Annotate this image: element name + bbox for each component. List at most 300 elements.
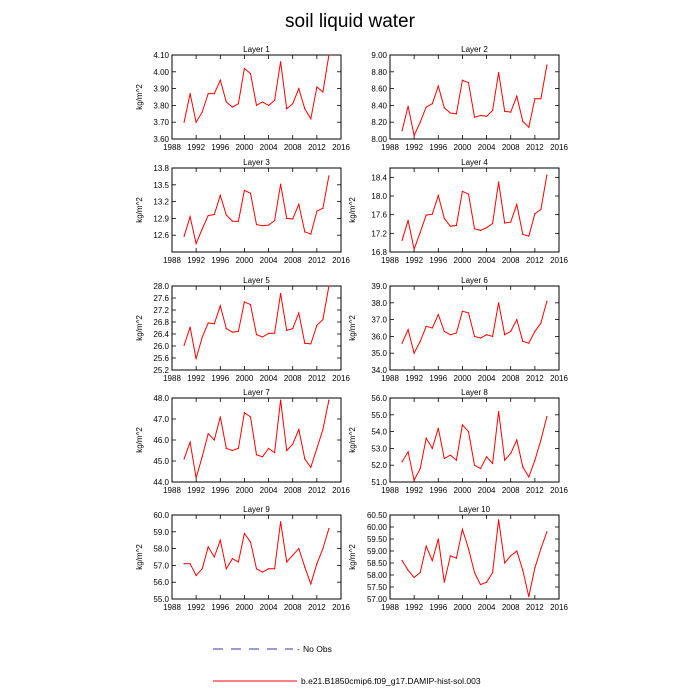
layer-7-data-point: [208, 433, 209, 434]
layer-3-data-point: [244, 190, 245, 191]
layer-2-data-point: [546, 64, 547, 65]
layer-8-ytick-label: 56.0: [371, 394, 387, 403]
layer-5-xtick-label: 2016: [332, 374, 350, 383]
layer-1-frame: [172, 55, 341, 139]
layer-6-series-line: [402, 301, 547, 353]
layer-7-ytick-label: 48.0: [153, 394, 169, 403]
layer-7-data-point: [226, 448, 227, 449]
layer-4-xtick-label: 2016: [550, 256, 568, 265]
layer-1-ytick-label: 3.60: [153, 135, 169, 144]
layer-10-data-point: [516, 550, 517, 551]
layer-10-xtick-label: 2012: [525, 603, 544, 612]
layer-4-data-point: [498, 181, 499, 182]
layer-10-data-point: [534, 567, 535, 568]
layer-5-ytick-label: 25.2: [153, 366, 169, 375]
layer-1-data-point: [196, 122, 197, 123]
legend-obs-dash: -: [297, 644, 300, 654]
layer-6-xtick-label: 2004: [477, 374, 496, 383]
layer-5-data-point: [268, 333, 269, 334]
layer-4-data-point: [528, 236, 529, 237]
layer-2-data-point: [504, 111, 505, 112]
layer-4-data-point: [510, 222, 511, 223]
layer-8-data-point: [480, 468, 481, 469]
layer-1-ytick-label: 4.00: [153, 67, 169, 77]
layer-5-ytick-label: 27.2: [153, 306, 169, 315]
layer-7-data-point: [292, 444, 293, 445]
layer-7-data-point: [298, 429, 299, 430]
layer-9-data-point: [190, 563, 191, 564]
layer-3-data-point: [238, 221, 239, 222]
layer-5-xtick-label: 2000: [235, 374, 254, 383]
layer-5-data-point: [202, 337, 203, 338]
layer-8-data-point: [438, 428, 439, 429]
layer-3-ytick-label: 13.8: [153, 164, 169, 173]
layer-10-ylabel: kg/m^2: [348, 544, 357, 570]
layer-1-data-point: [190, 93, 191, 94]
layer-3-data-point: [292, 218, 293, 219]
layer-3-panel: [135, 158, 350, 265]
layer-1-data-point: [322, 91, 323, 92]
layer-2-ytick-label: 8.60: [371, 84, 387, 94]
layer-2-data-point: [408, 106, 409, 107]
layer-5-data-point: [214, 323, 215, 324]
layer-9-ytick-label: 59.0: [153, 527, 169, 537]
layer-7-data-point: [202, 456, 203, 457]
layer-8-xtick-label: 2016: [550, 486, 568, 495]
layer-2-data-point: [510, 112, 511, 113]
layer-3-data-point: [286, 218, 287, 219]
layer-1-panel: [135, 45, 350, 152]
layer-4-ytick-label: 18.0: [371, 192, 387, 201]
layer-4-xtick-label: 2008: [501, 256, 520, 265]
layer-5-xtick-label: 2008: [283, 374, 302, 383]
layer-8-data-point: [456, 460, 457, 461]
layer-10-title: Layer 10: [458, 505, 491, 514]
layer-3-data-point: [310, 233, 311, 234]
layer-1-data-point: [183, 122, 184, 123]
layer-9-ytick-label: 60.0: [153, 511, 169, 520]
layer-2-xtick-label: 2012: [525, 143, 544, 152]
layer-4-ytick-label: 16.8: [371, 248, 387, 257]
layer-9-series-line: [184, 522, 329, 584]
layer-5-series-line: [184, 286, 329, 359]
layer-5-data-point: [304, 343, 305, 344]
layer-7-data-point: [262, 456, 263, 457]
layer-10-data-point: [401, 560, 402, 561]
layer-1-ytick-label: 3.70: [153, 118, 169, 128]
layer-1-title: Layer 1: [243, 45, 270, 54]
layer-8-title: Layer 8: [461, 388, 488, 397]
layer-6-xtick-label: 1992: [405, 374, 424, 383]
layer-1-data-point: [208, 93, 209, 94]
layer-3-data-point: [304, 231, 305, 232]
layer-6-data-point: [414, 353, 415, 354]
layer-3-data-point: [274, 220, 275, 221]
layer-2-data-point: [540, 98, 541, 99]
layer-1-data-point: [286, 108, 287, 109]
layer-7-data-point: [220, 416, 221, 417]
layer-9-ytick-label: 56.0: [153, 578, 169, 588]
layer-6-data-point: [444, 331, 445, 332]
layer-7-xtick-label: 2012: [307, 486, 326, 495]
layer-9-xtick-label: 1996: [211, 603, 230, 612]
layer-4-ylabel: kg/m^2: [348, 197, 357, 223]
layer-6-xtick-label: 2012: [525, 374, 544, 383]
layer-8-data-point: [546, 416, 547, 417]
layer-1-xtick-label: 2000: [235, 143, 254, 152]
layer-5-ytick-label: 28.0: [153, 282, 169, 291]
layer-2-data-point: [414, 135, 415, 136]
layer-2-data-point: [480, 115, 481, 116]
layer-10-xtick-label: 1988: [381, 603, 399, 612]
layer-10-xtick-label: 2016: [550, 603, 568, 612]
layer-10-ytick-label: 57.50: [366, 583, 387, 592]
layer-4-data-point: [516, 204, 517, 205]
layer-7-title: Layer 7: [243, 388, 270, 397]
layer-8-data-point: [414, 480, 415, 481]
layer-4-data-point: [408, 220, 409, 221]
layer-10-data-point: [438, 538, 439, 539]
layer-3-data-point: [226, 214, 227, 215]
layer-10-data-point: [408, 570, 409, 571]
layer-5-xtick-label: 1988: [163, 374, 181, 383]
layer-8-data-point: [498, 411, 499, 412]
layer-6-data-point: [401, 343, 402, 344]
layer-5-data-point: [262, 336, 263, 337]
layer-3-xtick-label: 2016: [332, 256, 350, 265]
layer-6-data-point: [420, 341, 421, 342]
legend-model-label: b.e21.B1850cmip6.f09_g17.DAMIP-hist-sol.003: [301, 676, 481, 686]
layer-4-data-point: [468, 194, 469, 195]
layer-6-xtick-label: 2008: [501, 374, 520, 383]
layer-10-xtick-label: 1996: [429, 603, 448, 612]
layer-7-data-point: [328, 400, 329, 401]
layer-3-xtick-label: 2012: [307, 256, 326, 265]
layer-8-data-point: [401, 461, 402, 462]
layer-1-data-point: [238, 103, 239, 104]
layer-7-xtick-label: 1992: [187, 486, 206, 495]
layer-1-ytick-label: 3.80: [153, 101, 169, 111]
layer-4-data-point: [426, 215, 427, 216]
layer-7-data-point: [322, 429, 323, 430]
layer-6-data-point: [492, 336, 493, 337]
layer-4-xtick-label: 2000: [453, 256, 472, 265]
layer-4-data-point: [522, 234, 523, 235]
layer-5-data-point: [328, 285, 329, 286]
layer-4-data-point: [420, 232, 421, 233]
layer-5-data-point: [232, 332, 233, 333]
layer-9-xtick-label: 2000: [235, 603, 254, 612]
layer-3-data-point: [190, 216, 191, 217]
layer-7-ylabel: kg/m^2: [135, 427, 144, 453]
layer-4-data-point: [438, 195, 439, 196]
layer-5-data-point: [183, 345, 184, 346]
layer-7-data-point: [274, 452, 275, 453]
layer-9-data-point: [196, 575, 197, 576]
layer-10-xtick-label: 1992: [405, 603, 424, 612]
layer-1-data-point: [220, 80, 221, 81]
legend: [213, 644, 481, 686]
layer-7-panel: [135, 388, 350, 495]
layer-5-title: Layer 5: [243, 276, 270, 285]
layer-4-series-line: [402, 175, 547, 249]
layer-3-xtick-label: 1996: [211, 256, 230, 265]
layer-6-data-point: [498, 302, 499, 303]
layer-6-ytick-label: 36.0: [371, 332, 387, 342]
layer-10-ytick-label: 60.00: [366, 523, 387, 532]
layer-9-ytick-label: 57.0: [153, 561, 169, 571]
layer-5-xtick-label: 1992: [187, 374, 206, 383]
layer-2-data-point: [438, 85, 439, 86]
layer-4-xtick-label: 1996: [429, 256, 448, 265]
layer-10-data-point: [486, 582, 487, 583]
layer-1-series-line: [184, 55, 329, 122]
layer-10-data-point: [510, 555, 511, 556]
layer-1-data-point: [262, 101, 263, 102]
layer-7-data-point: [190, 442, 191, 443]
layer-9-data-point: [298, 548, 299, 549]
layer-4-data-point: [462, 191, 463, 192]
layer-7-data-point: [238, 448, 239, 449]
layer-5-ytick-label: 26.4: [153, 330, 169, 339]
layer-4-data-point: [486, 227, 487, 228]
layer-9-xtick-label: 1988: [163, 603, 181, 612]
layer-7-data-point: [310, 467, 311, 468]
layer-8-data-point: [420, 468, 421, 469]
layer-8-xtick-label: 2012: [525, 486, 544, 495]
layer-3-data-point: [328, 175, 329, 176]
layer-2-xtick-label: 2016: [550, 143, 568, 152]
layer-10-ytick-label: 59.00: [366, 547, 387, 556]
layer-9-data-point: [268, 568, 269, 569]
layer-4-frame: [390, 168, 559, 252]
layer-1-data-point: [328, 54, 329, 55]
layer-10-ytick-label: 58.50: [366, 559, 387, 568]
layer-5-data-point: [220, 305, 221, 306]
layer-5-data-point: [256, 334, 257, 335]
layer-2-ytick-label: 8.20: [371, 118, 387, 128]
layer-5-data-point: [310, 343, 311, 344]
layer-2-xtick-label: 2000: [453, 143, 472, 152]
layer-1-xtick-label: 2008: [283, 143, 302, 152]
layer-2-ytick-label: 8.40: [371, 101, 387, 111]
layer-10-data-point: [480, 584, 481, 585]
layer-5-ytick-label: 26.8: [153, 318, 169, 327]
layer-10-data-point: [498, 519, 499, 520]
layer-2-data-point: [498, 72, 499, 73]
layer-6-data-point: [480, 337, 481, 338]
layer-6-data-point: [438, 314, 439, 315]
layer-2-xtick-label: 1992: [405, 143, 424, 152]
layer-6-ytick-label: 39.0: [371, 282, 387, 291]
layer-8-data-point: [432, 448, 433, 449]
layer-1-data-point: [250, 73, 251, 74]
layer-1-data-point: [316, 86, 317, 87]
layer-1-xtick-label: 1988: [163, 143, 181, 152]
layer-9-data-point: [328, 528, 329, 529]
layer-9-xtick-label: 1992: [187, 603, 206, 612]
layer-5-data-point: [250, 304, 251, 305]
layer-4-data-point: [401, 240, 402, 241]
layer-3-data-point: [316, 211, 317, 212]
layer-10-frame: [390, 515, 559, 599]
layer-7-data-point: [286, 450, 287, 451]
layer-3-series-line: [184, 176, 329, 244]
layer-2-xtick-label: 2004: [477, 143, 496, 152]
layer-9-xtick-label: 2016: [332, 603, 350, 612]
layer-8-data-point: [540, 439, 541, 440]
layer-2-data-point: [420, 122, 421, 123]
layer-7-ytick-label: 47.0: [153, 415, 169, 424]
layer-6-ytick-label: 34.0: [371, 366, 387, 375]
layer-8-panel: [348, 388, 568, 495]
layer-9-panel: [135, 505, 350, 612]
layer-8-data-point: [534, 460, 535, 461]
layer-7-xtick-label: 2008: [283, 486, 302, 495]
layer-10-data-point: [468, 548, 469, 549]
layer-7-xtick-label: 2016: [332, 486, 350, 495]
legend-obs-label: No Obs: [303, 644, 332, 654]
layer-3-xtick-label: 2000: [235, 256, 254, 265]
layer-9-data-point: [316, 563, 317, 564]
layer-6-data-point: [486, 334, 487, 335]
layer-7-data-point: [316, 448, 317, 449]
layer-10-data-point: [450, 555, 451, 556]
layer-6-data-point: [516, 319, 517, 320]
layer-4-xtick-label: 1988: [381, 256, 399, 265]
layer-3-ytick-label: 12.9: [153, 214, 169, 224]
layer-2-data-point: [528, 127, 529, 128]
layer-4-data-point: [444, 218, 445, 219]
layer-4-ytick-label: 17.6: [371, 210, 387, 220]
layer-4-ytick-label: 18.4: [371, 173, 387, 183]
layer-5-ylabel: kg/m^2: [135, 315, 144, 341]
layer-6-data-point: [456, 332, 457, 333]
layer-2-ytick-label: 8.80: [371, 67, 387, 77]
layer-5-ytick-label: 27.6: [153, 294, 169, 303]
layer-1-data-point: [256, 105, 257, 106]
layer-3-ylabel: kg/m^2: [135, 197, 144, 223]
layer-5-data-point: [274, 333, 275, 334]
chart-panels: [135, 45, 568, 612]
layer-6-data-point: [522, 341, 523, 342]
layer-10-data-point: [420, 572, 421, 573]
layer-6-data-point: [426, 326, 427, 327]
layer-6-ytick-label: 38.0: [371, 298, 387, 308]
layer-4-panel: [348, 158, 568, 265]
layer-6-data-point: [474, 336, 475, 337]
layer-5-data-point: [316, 325, 317, 326]
layer-1-xtick-label: 2016: [332, 143, 350, 152]
layer-7-data-point: [256, 454, 257, 455]
layer-4-data-point: [414, 249, 415, 250]
layer-9-data-point: [310, 583, 311, 584]
layer-6-data-point: [510, 331, 511, 332]
layer-4-data-point: [456, 225, 457, 226]
layer-9-data-point: [292, 555, 293, 556]
layer-1-ytick-label: 4.10: [153, 51, 169, 60]
layer-8-data-point: [504, 460, 505, 461]
layer-10-data-point: [474, 572, 475, 573]
layer-8-xtick-label: 1988: [381, 486, 399, 495]
layer-7-data-point: [268, 448, 269, 449]
layer-6-data-point: [450, 334, 451, 335]
layer-6-xtick-label: 2000: [453, 374, 472, 383]
layer-2-data-point: [426, 106, 427, 107]
layer-3-data-point: [214, 214, 215, 215]
layer-8-xtick-label: 1992: [405, 486, 424, 495]
layer-6-data-point: [540, 322, 541, 323]
layer-6-data-point: [534, 331, 535, 332]
layer-5-data-point: [244, 301, 245, 302]
layer-4-data-point: [504, 222, 505, 223]
layer-1-ytick-label: 3.90: [153, 84, 169, 94]
layer-6-title: Layer 6: [461, 276, 488, 285]
layer-6-ytick-label: 37.0: [371, 315, 387, 325]
layer-5-data-point: [322, 319, 323, 320]
layer-9-data-point: [226, 568, 227, 569]
layer-10-ytick-label: 58.00: [366, 571, 387, 580]
layer-3-data-point: [183, 236, 184, 237]
layer-9-data-point: [322, 548, 323, 549]
layer-1-data-point: [310, 118, 311, 119]
layer-3-xtick-label: 1988: [163, 256, 181, 265]
layer-9-data-point: [250, 541, 251, 542]
layer-8-data-point: [426, 438, 427, 439]
layer-7-xtick-label: 1988: [163, 486, 181, 495]
layer-8-series-line: [402, 411, 547, 480]
layer-5-data-point: [238, 331, 239, 332]
layer-1-data-point: [298, 88, 299, 89]
layer-8-xtick-label: 2000: [453, 486, 472, 495]
layer-7-data-point: [250, 416, 251, 417]
layer-4-data-point: [546, 174, 547, 175]
layer-8-data-point: [474, 465, 475, 466]
layer-10-series-line: [402, 520, 547, 597]
layer-10-ytick-label: 60.50: [366, 511, 387, 520]
layer-6-xtick-label: 1996: [429, 374, 448, 383]
layer-8-xtick-label: 2004: [477, 486, 496, 495]
layer-8-data-point: [450, 455, 451, 456]
layer-1-data-point: [274, 100, 275, 101]
layer-10-data-point: [456, 558, 457, 559]
layer-8-data-point: [528, 476, 529, 477]
layer-4-title: Layer 4: [461, 158, 488, 167]
layer-1-data-point: [280, 61, 281, 62]
layer-5-data-point: [298, 312, 299, 313]
layer-3-data-point: [202, 228, 203, 229]
layer-10-xtick-label: 2000: [453, 603, 472, 612]
layer-7-data-point: [214, 439, 215, 440]
layer-9-data-point: [286, 561, 287, 562]
layer-3-xtick-label: 2004: [259, 256, 278, 265]
layer-6-panel: [348, 276, 568, 383]
layer-2-panel: [371, 45, 568, 152]
layer-7-xtick-label: 2004: [259, 486, 278, 495]
layer-1-data-point: [268, 105, 269, 106]
layer-8-data-point: [522, 466, 523, 467]
layer-2-xtick-label: 2008: [501, 143, 520, 152]
layer-2-data-point: [450, 112, 451, 113]
layer-5-data-point: [286, 330, 287, 331]
layer-6-data-point: [462, 311, 463, 312]
layer-9-data-point: [256, 568, 257, 569]
layer-6-data-point: [408, 329, 409, 330]
layer-3-ytick-label: 12.6: [153, 231, 169, 241]
layer-9-xtick-label: 2008: [283, 603, 302, 612]
layer-3-data-point: [262, 225, 263, 226]
layer-4-data-point: [450, 226, 451, 227]
